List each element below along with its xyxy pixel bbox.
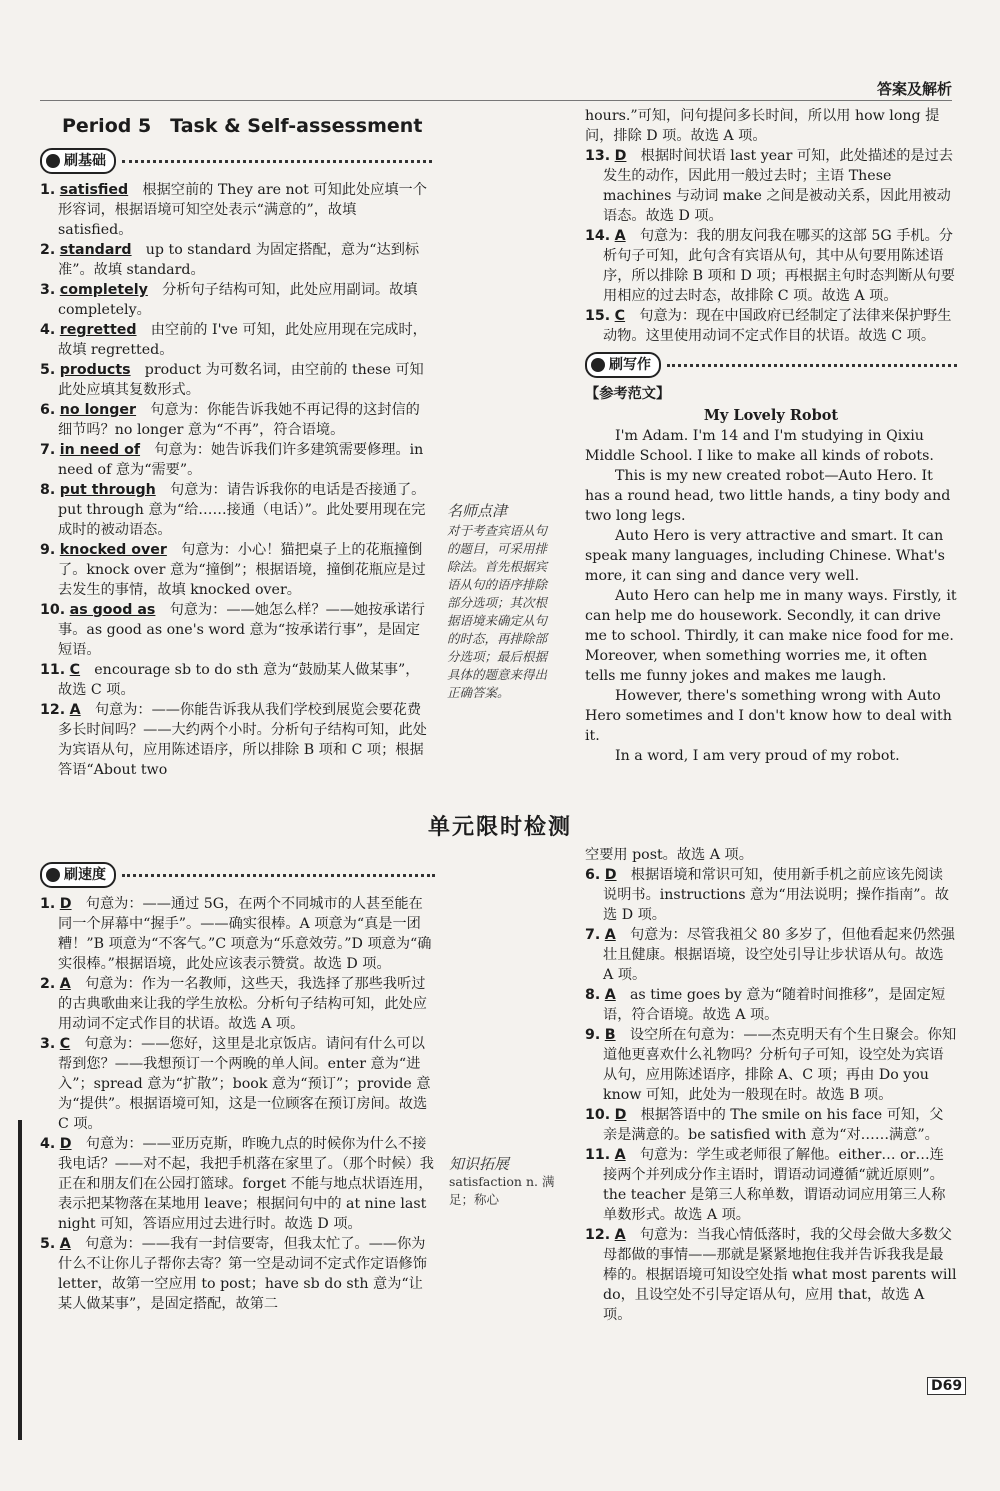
item-explanation: 句意为：——我有一封信要寄，但我太忙了。——你为什么不让你儿子帮你去寄？第一空是动词不定式作定语修饰 letter，故第一空应用 to post；have sb do sth 意为“让某人做某事”，是固定搭配，故第二 (58, 1236, 427, 1312)
item-answer: D (614, 1107, 627, 1123)
item-explanation: 句意为：——你能告诉我从我们学校到展览会要花费多长时间吗？——大约两个小时。分析句子结构可知，此处为宾语从句，应用陈述语序，所以排除 B 项和 C 项；根据答语“About two (58, 702, 427, 778)
item-number: 8. (585, 987, 601, 1003)
section-label: 刷基础 (64, 153, 106, 169)
answer-item (585, 306, 957, 346)
answer-item (40, 1134, 435, 1234)
section-writing (585, 352, 957, 378)
answer-item (40, 480, 432, 540)
answer-list (40, 180, 432, 780)
answer-list (585, 865, 957, 1325)
item-number: 5. (40, 362, 56, 378)
item-explanation: as time goes by 意为“随着时间推移”，是固定短语，符合语境。故选 A 项。 (603, 987, 946, 1023)
answer-item (40, 700, 432, 780)
item-number: 10. (40, 602, 66, 618)
item-explanation: up to standard 为固定搭配，意为“达到标准”。故填 standard。 (58, 242, 420, 278)
item-number: 2. (40, 242, 56, 258)
item-explanation: 句意为：学生或老师很了解他。either… or…连接两个并列成分作主语时，谓语动词遵循“就近原则”。the teacher 是第三人称单数，谓语动词应用第三人称单数形式。故选 A 项。 (603, 1147, 946, 1223)
item-answer: A (59, 1236, 71, 1252)
item-explanation: product 为可数名词，由空前的 these 可知此处应填其复数形式。 (58, 362, 424, 398)
answer-item (585, 1145, 957, 1225)
pen-icon (46, 154, 60, 168)
period-title: Period 5 Task & Self-assessment (62, 115, 423, 137)
item-answer: A (604, 927, 616, 943)
item-number: 12. (40, 702, 66, 718)
right-column-bottom (585, 845, 957, 1325)
tip-text: 对于考查宾语从句的题目，可采用排除法。首先根据宾语从句的语序排除部分选项；其次根据语境来确定从句的时态，再排除部分选项；最后根据具体的题意来得出正确答案。 (447, 523, 548, 700)
item-explanation: 句意为：——亚历克斯，昨晚九点的时候你为什么不接我电话？——对不起，我把手机落在家里了。（那个时候）我正在和朋友们在公园打篮球。forget 不能与地点状语连用，表示把某物落在某地用 leave；根据问句中的 at nine last night 可知，答语应用过去进行时。故选 D 项。 (58, 1136, 434, 1232)
dotted-rule (667, 364, 957, 367)
item-answer: in need of (59, 442, 141, 458)
answer-item (40, 1034, 435, 1134)
unit-test-title: 单元限时检测 (427, 815, 572, 840)
left-column-top (40, 110, 432, 780)
answer-item (585, 146, 957, 226)
section-basic (40, 148, 432, 174)
section-speed (40, 862, 435, 888)
essay-body (585, 426, 957, 766)
item-explanation: 设空所在句意为：——杰克明天有个生日聚会。你知道他更喜欢什么礼物吗？分析句子可知，设空处为宾语从句，应用陈述语序，排除 A、C 项；再由 Do you know 可知，此处为一般现在时。故选 B 项。 (603, 1027, 957, 1103)
essay-paragraph: In a word, I am very proud of my robot. (615, 748, 900, 764)
item-answer: D (59, 896, 72, 912)
item-answer: completely (59, 282, 148, 298)
section-badge (40, 862, 116, 888)
item-answer: put through (59, 482, 156, 498)
answer-item (585, 1025, 957, 1105)
item-answer: as good as (69, 602, 156, 618)
item-answer: A (614, 228, 626, 244)
essay-paragraph: I'm Adam. I'm 14 and I'm studying in Qixiu Middle School. I like to make all kinds of robots. (585, 428, 934, 464)
continuation-text: hours.”可知，问句提问多长时间，所以用 how long 提问，排除 D 项。故选 A 项。 (585, 108, 940, 144)
item-answer: A (614, 1147, 626, 1163)
answer-list (585, 146, 957, 346)
item-answer: A (69, 702, 81, 718)
item-answer: D (59, 1136, 72, 1152)
item-answer: products (59, 362, 131, 378)
answer-item (40, 660, 432, 700)
essay-paragraph: However, there's something wrong with Auto Hero sometimes and I don't know how to deal with it. (585, 688, 952, 744)
item-number: 13. (585, 148, 611, 164)
answer-item (40, 440, 432, 480)
item-answer: A (614, 1227, 626, 1243)
item-explanation: 句意为：当我心情低落时，我的父母会做大多数父母都做的事情——那就是紧紧地抱住我并告诉我我是最棒的。根据语境可知设空处指 what most parents will do，且设空处不引导定语从句，应用 that，故选 A 项。 (603, 1227, 957, 1323)
item-explanation: 根据空前的 They are not 可知此处应填一个形容词，根据语境可知空处表示“满意的”，故填 satisfied。 (58, 182, 427, 238)
item-number: 14. (585, 228, 611, 244)
teacher-tip (447, 502, 551, 702)
item-explanation: 句意为：现在中国政府已经制定了法律来保护野生动物。这里使用动词不定式作目的状语。故选 C 项。 (603, 308, 952, 344)
item-number: 2. (40, 976, 56, 992)
item-explanation: 句意为：尽管我祖父 80 多岁了，但他看起来仍然强壮且健康。根据语境，设空处引导让步状语从句。故选 A 项。 (603, 927, 955, 983)
tip-title: 名师点津 (447, 502, 508, 520)
item-explanation: 由空前的 I've 可知，此处应用现在完成时，故填 regretted。 (58, 322, 427, 358)
item-number: 8. (40, 482, 56, 498)
item-number: 5. (40, 1236, 56, 1252)
item-explanation: 句意为：你能告诉我她不再记得的这封信的细节吗？no longer 意为“不再”，符合语境。 (58, 402, 420, 438)
item-answer: C (69, 662, 81, 678)
dotted-rule (122, 874, 435, 877)
answer-list (40, 894, 435, 1314)
item-answer: D (604, 867, 617, 883)
item-number: 4. (40, 1136, 56, 1152)
item-number: 11. (40, 662, 66, 678)
page-number: D69 (927, 1377, 966, 1395)
answer-item (40, 1234, 435, 1314)
section-badge (40, 148, 116, 174)
header-label: 答案及解析 (876, 80, 952, 98)
answer-item (40, 600, 432, 660)
item-number: 10. (585, 1107, 611, 1123)
item-number: 3. (40, 282, 56, 298)
section-label: 刷写作 (609, 357, 651, 373)
answer-item (40, 280, 432, 320)
item-explanation: 句意为：小心！猫把桌子上的花瓶撞倒了。knock over 意为“撞倒”；根据语境，撞倒花瓶应是过去发生的事情，故填 knocked over。 (58, 542, 426, 598)
essay-paragraph: This is my new created robot—Auto Hero. It has a round head, two little hands, a tiny body and two long legs. (585, 468, 951, 524)
item-number: 1. (40, 896, 56, 912)
item-number: 1. (40, 182, 56, 198)
answer-item (585, 1225, 957, 1325)
item-answer: D (614, 148, 627, 164)
item-explanation: 分析句子结构可知，此处应用副词。故填 completely。 (58, 282, 418, 318)
item-answer: A (604, 987, 616, 1003)
answer-item (585, 226, 957, 306)
item-explanation: 句意为：——您好，这里是北京饭店。请问有什么可以帮到您？——我想预订一个两晚的单人间。enter 意为“进入”；spread 意为“扩散”；book 意为“预订”；provide 意为“提供”。根据语境可知，这是一位顾客在预订房间。故选 C 项。 (58, 1036, 431, 1132)
item-answer: knocked over (59, 542, 167, 558)
answer-item (585, 985, 957, 1025)
item-explanation: encourage sb to do sth 意为“鼓励某人做某事”，故选 C 项。 (58, 662, 420, 698)
item-answer: A (59, 976, 71, 992)
answer-item (40, 974, 435, 1034)
answer-item (40, 320, 432, 360)
item-explanation: 句意为：请告诉我你的电话是否接通了。put through 意为“给……接通（电话）”。此处要用现在完成时的被动语态。 (58, 482, 426, 538)
pen-icon (46, 868, 60, 882)
item-number: 15. (585, 308, 611, 324)
item-answer: B (604, 1027, 616, 1043)
answer-item (40, 240, 432, 280)
item-number: 11. (585, 1147, 611, 1163)
item-explanation: 根据答语中的 The smile on his face 可知，父亲是满意的。be satisfied with 意为“对……满意”。 (603, 1107, 944, 1143)
item-number: 7. (585, 927, 601, 943)
item-explanation: 句意为：作为一名教师，这些天，我选择了那些我听过的古典歌曲来让我的学生放松。分析句子结构可知，此处应用动词不定式作目的状语。故选 A 项。 (58, 976, 427, 1032)
knowledge-extension (449, 1155, 557, 1209)
item-number: 3. (40, 1036, 56, 1052)
answer-item (40, 894, 435, 974)
continuation-text: 空要用 post。故选 A 项。 (585, 847, 753, 863)
item-answer: no longer (59, 402, 137, 418)
item-explanation: 根据时间状语 last year 可知，此处描述的是过去发生的动作，因此用一般过去时；主语 These machines 与动词 make 之间是被动关系，因此用被动语态。故选 D 项。 (603, 148, 953, 224)
item-explanation: 句意为：我的朋友问我在哪买的这部 5G 手机。分析句子可知，此句含有宾语从句，其中从句要用陈述语序，所以排除 B 项和 D 项；再根据主句时态判断从句要用相应的过去时态，故排除 C 项。故选 A 项。 (603, 228, 955, 304)
item-number: 7. (40, 442, 56, 458)
item-explanation: 句意为：——通过 5G，在两个不同城市的人甚至能在同一个屏幕中“握手”。——确实很棒。A 项意为“真是一团糟！”B 项意为“不客气。”C 项意为“乐意效劳。”D 项意为“确实很棒。”根据语境，此处应该表示赞赏。故选 D 项。 (58, 896, 432, 972)
header-rule (40, 100, 952, 101)
extension-text: satisfaction n. 满足；称心 (449, 1174, 555, 1207)
answer-item (40, 400, 432, 440)
answer-item (40, 540, 432, 600)
essay-title: My Lovely Robot (703, 407, 839, 424)
item-explanation: 句意为：——她怎么样？——她按承诺行事。as good as one's word 意为“按承诺行事”，是固定短语。 (58, 602, 425, 658)
section-label: 刷速度 (64, 867, 106, 883)
margin-bar (18, 1120, 22, 1440)
item-explanation: 句意为：她告诉我们许多建筑需要修理。in need of 意为“需要”。 (58, 442, 424, 478)
pen-icon (591, 358, 605, 372)
item-number: 12. (585, 1227, 611, 1243)
answer-item (40, 180, 432, 240)
item-number: 4. (40, 322, 56, 338)
dotted-rule (122, 160, 432, 163)
essay-paragraph: Auto Hero is very attractive and smart. It can speak many languages, including Chinese. What's more, it can sing and dance very well. (585, 528, 945, 584)
right-column-top (585, 106, 957, 766)
sample-label: 【参考范文】 (585, 386, 671, 402)
item-answer: satisfied (59, 182, 129, 198)
item-number: 6. (40, 402, 56, 418)
answer-item (585, 925, 957, 985)
left-column-bottom (40, 860, 435, 1314)
item-answer: standard (59, 242, 132, 258)
item-explanation: 根据语境和常识可知，使用新手机之前应该先阅读说明书。instructions 意为“用法说明；操作指南”。故选 D 项。 (603, 867, 949, 923)
item-number: 9. (40, 542, 56, 558)
extension-title: 知识拓展 (449, 1155, 510, 1173)
item-number: 9. (585, 1027, 601, 1043)
item-answer: C (614, 308, 626, 324)
item-number: 6. (585, 867, 601, 883)
section-badge (585, 352, 661, 378)
answer-item (585, 865, 957, 925)
item-answer: regretted (59, 322, 137, 338)
answer-item (585, 1105, 957, 1145)
essay-paragraph: Auto Hero can help me in many ways. Firstly, it can help me do housework. Secondly, it can drive me to school. Thirdly, it can make nice food for me. Moreover, when something worries me, it often tells me funny jokes and makes me laugh. (585, 588, 957, 684)
item-answer: C (59, 1036, 71, 1052)
answer-item (40, 360, 432, 400)
